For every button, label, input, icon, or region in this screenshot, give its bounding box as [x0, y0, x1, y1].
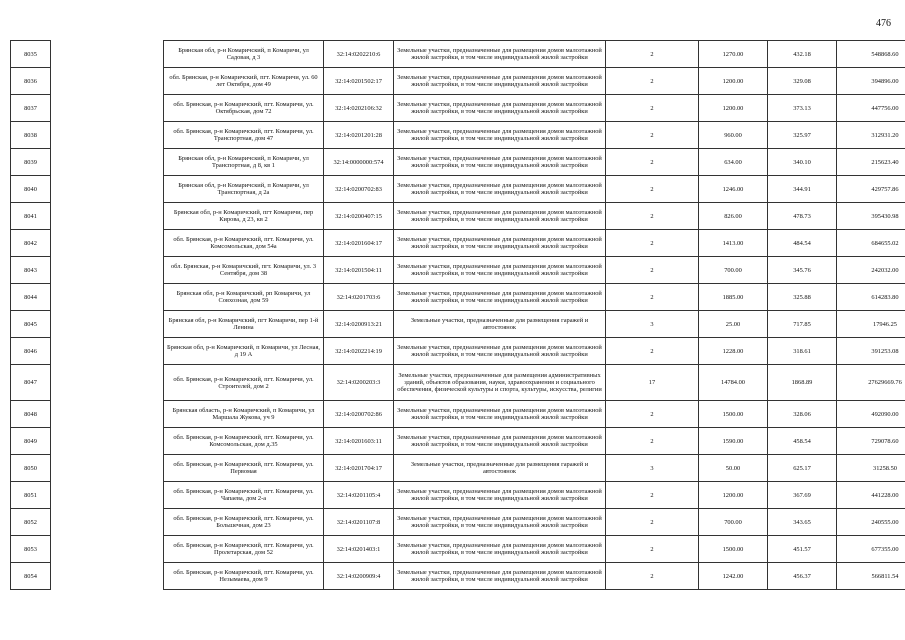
- row-number-cell: 8050: [11, 455, 51, 482]
- row-number-cell: 8054: [11, 563, 51, 590]
- unit-price-cell: 329.08: [768, 68, 837, 95]
- table-row: [11, 149, 905, 176]
- use-code-cell: 2: [606, 482, 699, 509]
- land-use-cell: Земельные участки, предназначенные для размещения домов малоэтажной жилой застройки, в том числе индивидуальной жилой застройки: [394, 41, 606, 68]
- area-cell: 1200.00: [699, 482, 768, 509]
- row-number-cell: 8044: [11, 284, 51, 311]
- table-row: [11, 338, 905, 365]
- area-cell: 634.00: [699, 149, 768, 176]
- table-row: [11, 230, 905, 257]
- land-use-cell: Земельные участки, предназначенные для размещения домов малоэтажной жилой застройки, в том числе индивидуальной жилой застройки: [394, 428, 606, 455]
- use-code-cell: 3: [606, 311, 699, 338]
- cadastral-number-cell: 32:14:0201504:11: [324, 257, 394, 284]
- address-cell: Брянская обл, р-н Комаричский, п Комаричи, ул Транспортная, д 8, кв 1: [164, 149, 324, 176]
- unit-price-cell: 340.10: [768, 149, 837, 176]
- cadastral-number-cell: 32:14:0202106:32: [324, 95, 394, 122]
- area-cell: 25.00: [699, 311, 768, 338]
- cadastral-value-cell: 548868.60: [837, 41, 905, 68]
- land-use-cell: Земельные участки, предназначенные для размещения домов малоэтажной жилой застройки, в том числе индивидуальной жилой застройки: [394, 149, 606, 176]
- use-code-cell: 2: [606, 68, 699, 95]
- blank-gap-cell: [51, 482, 164, 509]
- use-code-cell: 2: [606, 41, 699, 68]
- blank-gap-cell: [51, 149, 164, 176]
- address-cell: обл. Брянская, р-н Комаричский, пгт. Комаричи, ул. 60 лет Октября, дом 49: [164, 68, 324, 95]
- row-number-cell: 8046: [11, 338, 51, 365]
- unit-price-cell: 367.69: [768, 482, 837, 509]
- cadastral-number-cell: 32:14:0200407:15: [324, 203, 394, 230]
- row-number-cell: 8043: [11, 257, 51, 284]
- table-row: [11, 95, 905, 122]
- blank-gap-cell: [51, 401, 164, 428]
- address-cell: обл. Брянская, р-н Комаричский, пгт. Комаричи, ул. 3 Сентября, дом 38: [164, 257, 324, 284]
- land-use-cell: Земельные участки, предназначенные для размещения домов малоэтажной жилой застройки, в том числе индивидуальной жилой застройки: [394, 401, 606, 428]
- blank-gap-cell: [51, 122, 164, 149]
- area-cell: 826.00: [699, 203, 768, 230]
- cadastral-number-cell: 32:14:0201603:11: [324, 428, 394, 455]
- cadastral-value-cell: 447756.00: [837, 95, 905, 122]
- land-use-cell: Земельные участки, предназначенные для размещения домов малоэтажной жилой застройки, в том числе индивидуальной жилой застройки: [394, 176, 606, 203]
- area-cell: 1500.00: [699, 536, 768, 563]
- table-row: [11, 509, 905, 536]
- blank-gap-cell: [51, 230, 164, 257]
- row-number-cell: 8053: [11, 536, 51, 563]
- table-row: [11, 257, 905, 284]
- address-cell: обл. Брянская, р-н Комаричский, пгт. Комаричи, ул. Строителей, дом 2: [164, 365, 324, 401]
- address-cell: обл. Брянская, р-н Комаричский, пгт. Комаричи, ул. Пролетарская, дом 52: [164, 536, 324, 563]
- cadastral-value-cell: 429757.86: [837, 176, 905, 203]
- cadastral-number-cell: 32:14:0201604:17: [324, 230, 394, 257]
- area-cell: 1500.00: [699, 401, 768, 428]
- cadastral-value-cell: 441228.00: [837, 482, 905, 509]
- land-use-cell: Земельные участки, предназначенные для размещения домов малоэтажной жилой застройки, в том числе индивидуальной жилой застройки: [394, 68, 606, 95]
- use-code-cell: 2: [606, 563, 699, 590]
- cadastral-value-cell: 31258.50: [837, 455, 905, 482]
- cadastral-number-cell: 32:14:0201105:4: [324, 482, 394, 509]
- area-cell: 1270.00: [699, 41, 768, 68]
- row-number-cell: 8047: [11, 365, 51, 401]
- table-row: [11, 68, 905, 95]
- address-cell: Брянская обл, р-н Комаричский, п Комаричи, ул Лесная, д 19 А: [164, 338, 324, 365]
- unit-price-cell: 325.88: [768, 284, 837, 311]
- row-number-cell: 8041: [11, 203, 51, 230]
- row-number-cell: 8037: [11, 95, 51, 122]
- unit-price-cell: 328.06: [768, 401, 837, 428]
- land-use-cell: Земельные участки, предназначенные для размещения домов малоэтажной жилой застройки, в том числе индивидуальной жилой застройки: [394, 482, 606, 509]
- unit-price-cell: 478.73: [768, 203, 837, 230]
- use-code-cell: 2: [606, 257, 699, 284]
- cadastral-value-cell: 312931.20: [837, 122, 905, 149]
- blank-gap-cell: [51, 311, 164, 338]
- table-row: [11, 176, 905, 203]
- cadastral-value-cell: 729078.60: [837, 428, 905, 455]
- unit-price-cell: 344.91: [768, 176, 837, 203]
- blank-gap-cell: [51, 284, 164, 311]
- address-cell: Брянская обл, р-н Комаричский, пгт Комаричи, пер 1-й Ленина: [164, 311, 324, 338]
- use-code-cell: 3: [606, 455, 699, 482]
- blank-gap-cell: [51, 365, 164, 401]
- use-code-cell: 2: [606, 95, 699, 122]
- address-cell: Брянская обл, р-н Комаричский, п Комаричи, ул Садовая, д 3: [164, 41, 324, 68]
- area-cell: 1228.00: [699, 338, 768, 365]
- blank-gap-cell: [51, 563, 164, 590]
- address-cell: Брянская область, р-н Комаричский, п Комаричи, ул Маршала Жукова, уч 9: [164, 401, 324, 428]
- address-cell: обл. Брянская, р-н Комаричский, пгт. Комаричи, ул. Комсомольская, дом 54а: [164, 230, 324, 257]
- table-row: [11, 428, 905, 455]
- table-body: [11, 41, 905, 590]
- land-use-cell: Земельные участки, предназначенные для размещения домов малоэтажной жилой застройки, в том числе индивидуальной жилой застройки: [394, 509, 606, 536]
- cadastral-value-cell: 215623.40: [837, 149, 905, 176]
- use-code-cell: 2: [606, 149, 699, 176]
- address-cell: обл. Брянская, р-н Комаричский, пгт. Комаричи, ул. Чапаева, дом 2-а: [164, 482, 324, 509]
- table-row: [11, 311, 905, 338]
- blank-gap-cell: [51, 95, 164, 122]
- address-cell: обл. Брянская, р-н Комаричский, пгт. Комаричи, ул. Октябрьская, дом 72: [164, 95, 324, 122]
- unit-price-cell: 343.65: [768, 509, 837, 536]
- land-registry-table: [10, 40, 905, 590]
- cadastral-number-cell: 32:14:0201703:6: [324, 284, 394, 311]
- cadastral-number-cell: 32:14:0202214:19: [324, 338, 394, 365]
- area-cell: 700.00: [699, 509, 768, 536]
- cadastral-number-cell: 32:14:0201502:17: [324, 68, 394, 95]
- land-use-cell: Земельные участки, предназначенные для размещения домов малоэтажной жилой застройки, в том числе индивидуальной жилой застройки: [394, 563, 606, 590]
- use-code-cell: 2: [606, 284, 699, 311]
- cadastral-number-cell: 32:14:0201201:28: [324, 122, 394, 149]
- area-cell: 1413.00: [699, 230, 768, 257]
- unit-price-cell: 451.57: [768, 536, 837, 563]
- unit-price-cell: 318.61: [768, 338, 837, 365]
- row-number-cell: 8038: [11, 122, 51, 149]
- row-number-cell: 8049: [11, 428, 51, 455]
- address-cell: Брянская обл, р-н Комаричский, п Комаричи, ул Транспортная, д 2а: [164, 176, 324, 203]
- table-row: [11, 122, 905, 149]
- cadastral-number-cell: 32:14:0200702:86: [324, 401, 394, 428]
- land-use-cell: Земельные участки, предназначенные для размещения административных зданий, объектов образования, науки, здравоохранения и социального обеспечения, физической культуры и спорта, культуры, искусства, религии: [394, 365, 606, 401]
- row-number-cell: 8052: [11, 509, 51, 536]
- use-code-cell: 2: [606, 401, 699, 428]
- table-row: [11, 41, 905, 68]
- blank-gap-cell: [51, 203, 164, 230]
- table-row: [11, 401, 905, 428]
- row-number-cell: 8035: [11, 41, 51, 68]
- area-cell: 1885.00: [699, 284, 768, 311]
- row-number-cell: 8045: [11, 311, 51, 338]
- cadastral-value-cell: 677355.00: [837, 536, 905, 563]
- land-use-cell: Земельные участки, предназначенные для размещения домов малоэтажной жилой застройки, в том числе индивидуальной жилой застройки: [394, 536, 606, 563]
- land-use-cell: Земельные участки, предназначенные для размещения домов малоэтажной жилой застройки, в том числе индивидуальной жилой застройки: [394, 203, 606, 230]
- cadastral-value-cell: 240555.00: [837, 509, 905, 536]
- use-code-cell: 2: [606, 230, 699, 257]
- cadastral-number-cell: 32:14:0200913:21: [324, 311, 394, 338]
- cadastral-value-cell: 391253.08: [837, 338, 905, 365]
- unit-price-cell: 484.54: [768, 230, 837, 257]
- row-number-cell: 8039: [11, 149, 51, 176]
- land-use-cell: Земельные участки, предназначенные для размещения домов малоэтажной жилой застройки, в том числе индивидуальной жилой застройки: [394, 284, 606, 311]
- blank-gap-cell: [51, 176, 164, 203]
- cadastral-number-cell: 32:14:0200702:83: [324, 176, 394, 203]
- use-code-cell: 2: [606, 536, 699, 563]
- cadastral-number-cell: 32:14:0201403:1: [324, 536, 394, 563]
- table-row: [11, 284, 905, 311]
- table-row: [11, 365, 905, 401]
- land-use-cell: Земельные участки, предназначенные для размещения домов малоэтажной жилой застройки, в том числе индивидуальной жилой застройки: [394, 230, 606, 257]
- unit-price-cell: 1868.89: [768, 365, 837, 401]
- blank-gap-cell: [51, 41, 164, 68]
- cadastral-value-cell: 394896.00: [837, 68, 905, 95]
- unit-price-cell: 345.76: [768, 257, 837, 284]
- page-number: 476: [876, 18, 891, 29]
- area-cell: 1242.00: [699, 563, 768, 590]
- blank-gap-cell: [51, 455, 164, 482]
- table-row: [11, 563, 905, 590]
- area-cell: 50.00: [699, 455, 768, 482]
- blank-gap-cell: [51, 536, 164, 563]
- cadastral-value-cell: 614283.80: [837, 284, 905, 311]
- blank-gap-cell: [51, 428, 164, 455]
- cadastral-value-cell: 566811.54: [837, 563, 905, 590]
- area-cell: 700.00: [699, 257, 768, 284]
- address-cell: Брянская обл, р-н Комаричский, рп Комаричи, ул Совхозная, дом 59: [164, 284, 324, 311]
- area-cell: 1246.00: [699, 176, 768, 203]
- area-cell: 1200.00: [699, 95, 768, 122]
- table-row: [11, 482, 905, 509]
- land-use-cell: Земельные участки, предназначенные для размещения домов малоэтажной жилой застройки, в том числе индивидуальной жилой застройки: [394, 122, 606, 149]
- area-cell: 960.00: [699, 122, 768, 149]
- unit-price-cell: 325.97: [768, 122, 837, 149]
- cadastral-value-cell: 395430.98: [837, 203, 905, 230]
- area-cell: 1200.00: [699, 68, 768, 95]
- use-code-cell: 17: [606, 365, 699, 401]
- unit-price-cell: 456.37: [768, 563, 837, 590]
- table-row: [11, 203, 905, 230]
- use-code-cell: 2: [606, 203, 699, 230]
- address-cell: обл. Брянская, р-н Комаричский, пгт. Комаричи, ул. Комсомольская, дом д.35: [164, 428, 324, 455]
- land-use-cell: Земельные участки, предназначенные для размещения домов малоэтажной жилой застройки, в том числе индивидуальной жилой застройки: [394, 257, 606, 284]
- cadastral-value-cell: 492090.00: [837, 401, 905, 428]
- row-number-cell: 8042: [11, 230, 51, 257]
- use-code-cell: 2: [606, 509, 699, 536]
- cadastral-number-cell: 32:14:0201107:8: [324, 509, 394, 536]
- row-number-cell: 8040: [11, 176, 51, 203]
- blank-gap-cell: [51, 68, 164, 95]
- cadastral-value-cell: 17946.25: [837, 311, 905, 338]
- address-cell: обл. Брянская, р-н Комаричский, пгт. Комаричи, ул. Большечная, дом 23: [164, 509, 324, 536]
- table-row: [11, 455, 905, 482]
- unit-price-cell: 432.18: [768, 41, 837, 68]
- cadastral-value-cell: 242032.00: [837, 257, 905, 284]
- use-code-cell: 2: [606, 428, 699, 455]
- area-cell: 1590.00: [699, 428, 768, 455]
- address-cell: Брянская обл, р-н Комаричский, пгт Комаричи, пер Кирова, д 23, кв 2: [164, 203, 324, 230]
- cadastral-number-cell: 32:14:0200909:4: [324, 563, 394, 590]
- cadastral-number-cell: 32:14:0202210:6: [324, 41, 394, 68]
- area-cell: 14784.00: [699, 365, 768, 401]
- table-row: [11, 536, 905, 563]
- address-cell: обл. Брянская, р-н Комаричский, пгт. Комаричи, ул. Транспортная, дом 47: [164, 122, 324, 149]
- cadastral-value-cell: 684655.02: [837, 230, 905, 257]
- unit-price-cell: 373.13: [768, 95, 837, 122]
- cadastral-number-cell: 32:14:0000000:574: [324, 149, 394, 176]
- land-use-cell: Земельные участки, предназначенные для размещения гаражей и автостоянок: [394, 311, 606, 338]
- cadastral-number-cell: 32:14:0200203:3: [324, 365, 394, 401]
- cadastral-number-cell: 32:14:0201704:17: [324, 455, 394, 482]
- use-code-cell: 2: [606, 122, 699, 149]
- blank-gap-cell: [51, 257, 164, 284]
- row-number-cell: 8036: [11, 68, 51, 95]
- address-cell: обл. Брянская, р-н Комаричский, пгт. Комаричи, ул. Незымаева, дом 9: [164, 563, 324, 590]
- unit-price-cell: 458.54: [768, 428, 837, 455]
- address-cell: обл. Брянская, р-н Комаричский, пгт. Комаричи, ул. Первомая: [164, 455, 324, 482]
- row-number-cell: 8051: [11, 482, 51, 509]
- cadastral-value-cell: 27629669.76: [837, 365, 905, 401]
- blank-gap-cell: [51, 338, 164, 365]
- land-use-cell: Земельные участки, предназначенные для размещения домов малоэтажной жилой застройки, в том числе индивидуальной жилой застройки: [394, 338, 606, 365]
- use-code-cell: 2: [606, 176, 699, 203]
- land-use-cell: Земельные участки, предназначенные для размещения домов малоэтажной жилой застройки, в том числе индивидуальной жилой застройки: [394, 95, 606, 122]
- use-code-cell: 2: [606, 338, 699, 365]
- unit-price-cell: 625.17: [768, 455, 837, 482]
- land-use-cell: Земельные участки, предназначенные для размещения гаражей и автостоянок: [394, 455, 606, 482]
- row-number-cell: 8048: [11, 401, 51, 428]
- blank-gap-cell: [51, 509, 164, 536]
- unit-price-cell: 717.85: [768, 311, 837, 338]
